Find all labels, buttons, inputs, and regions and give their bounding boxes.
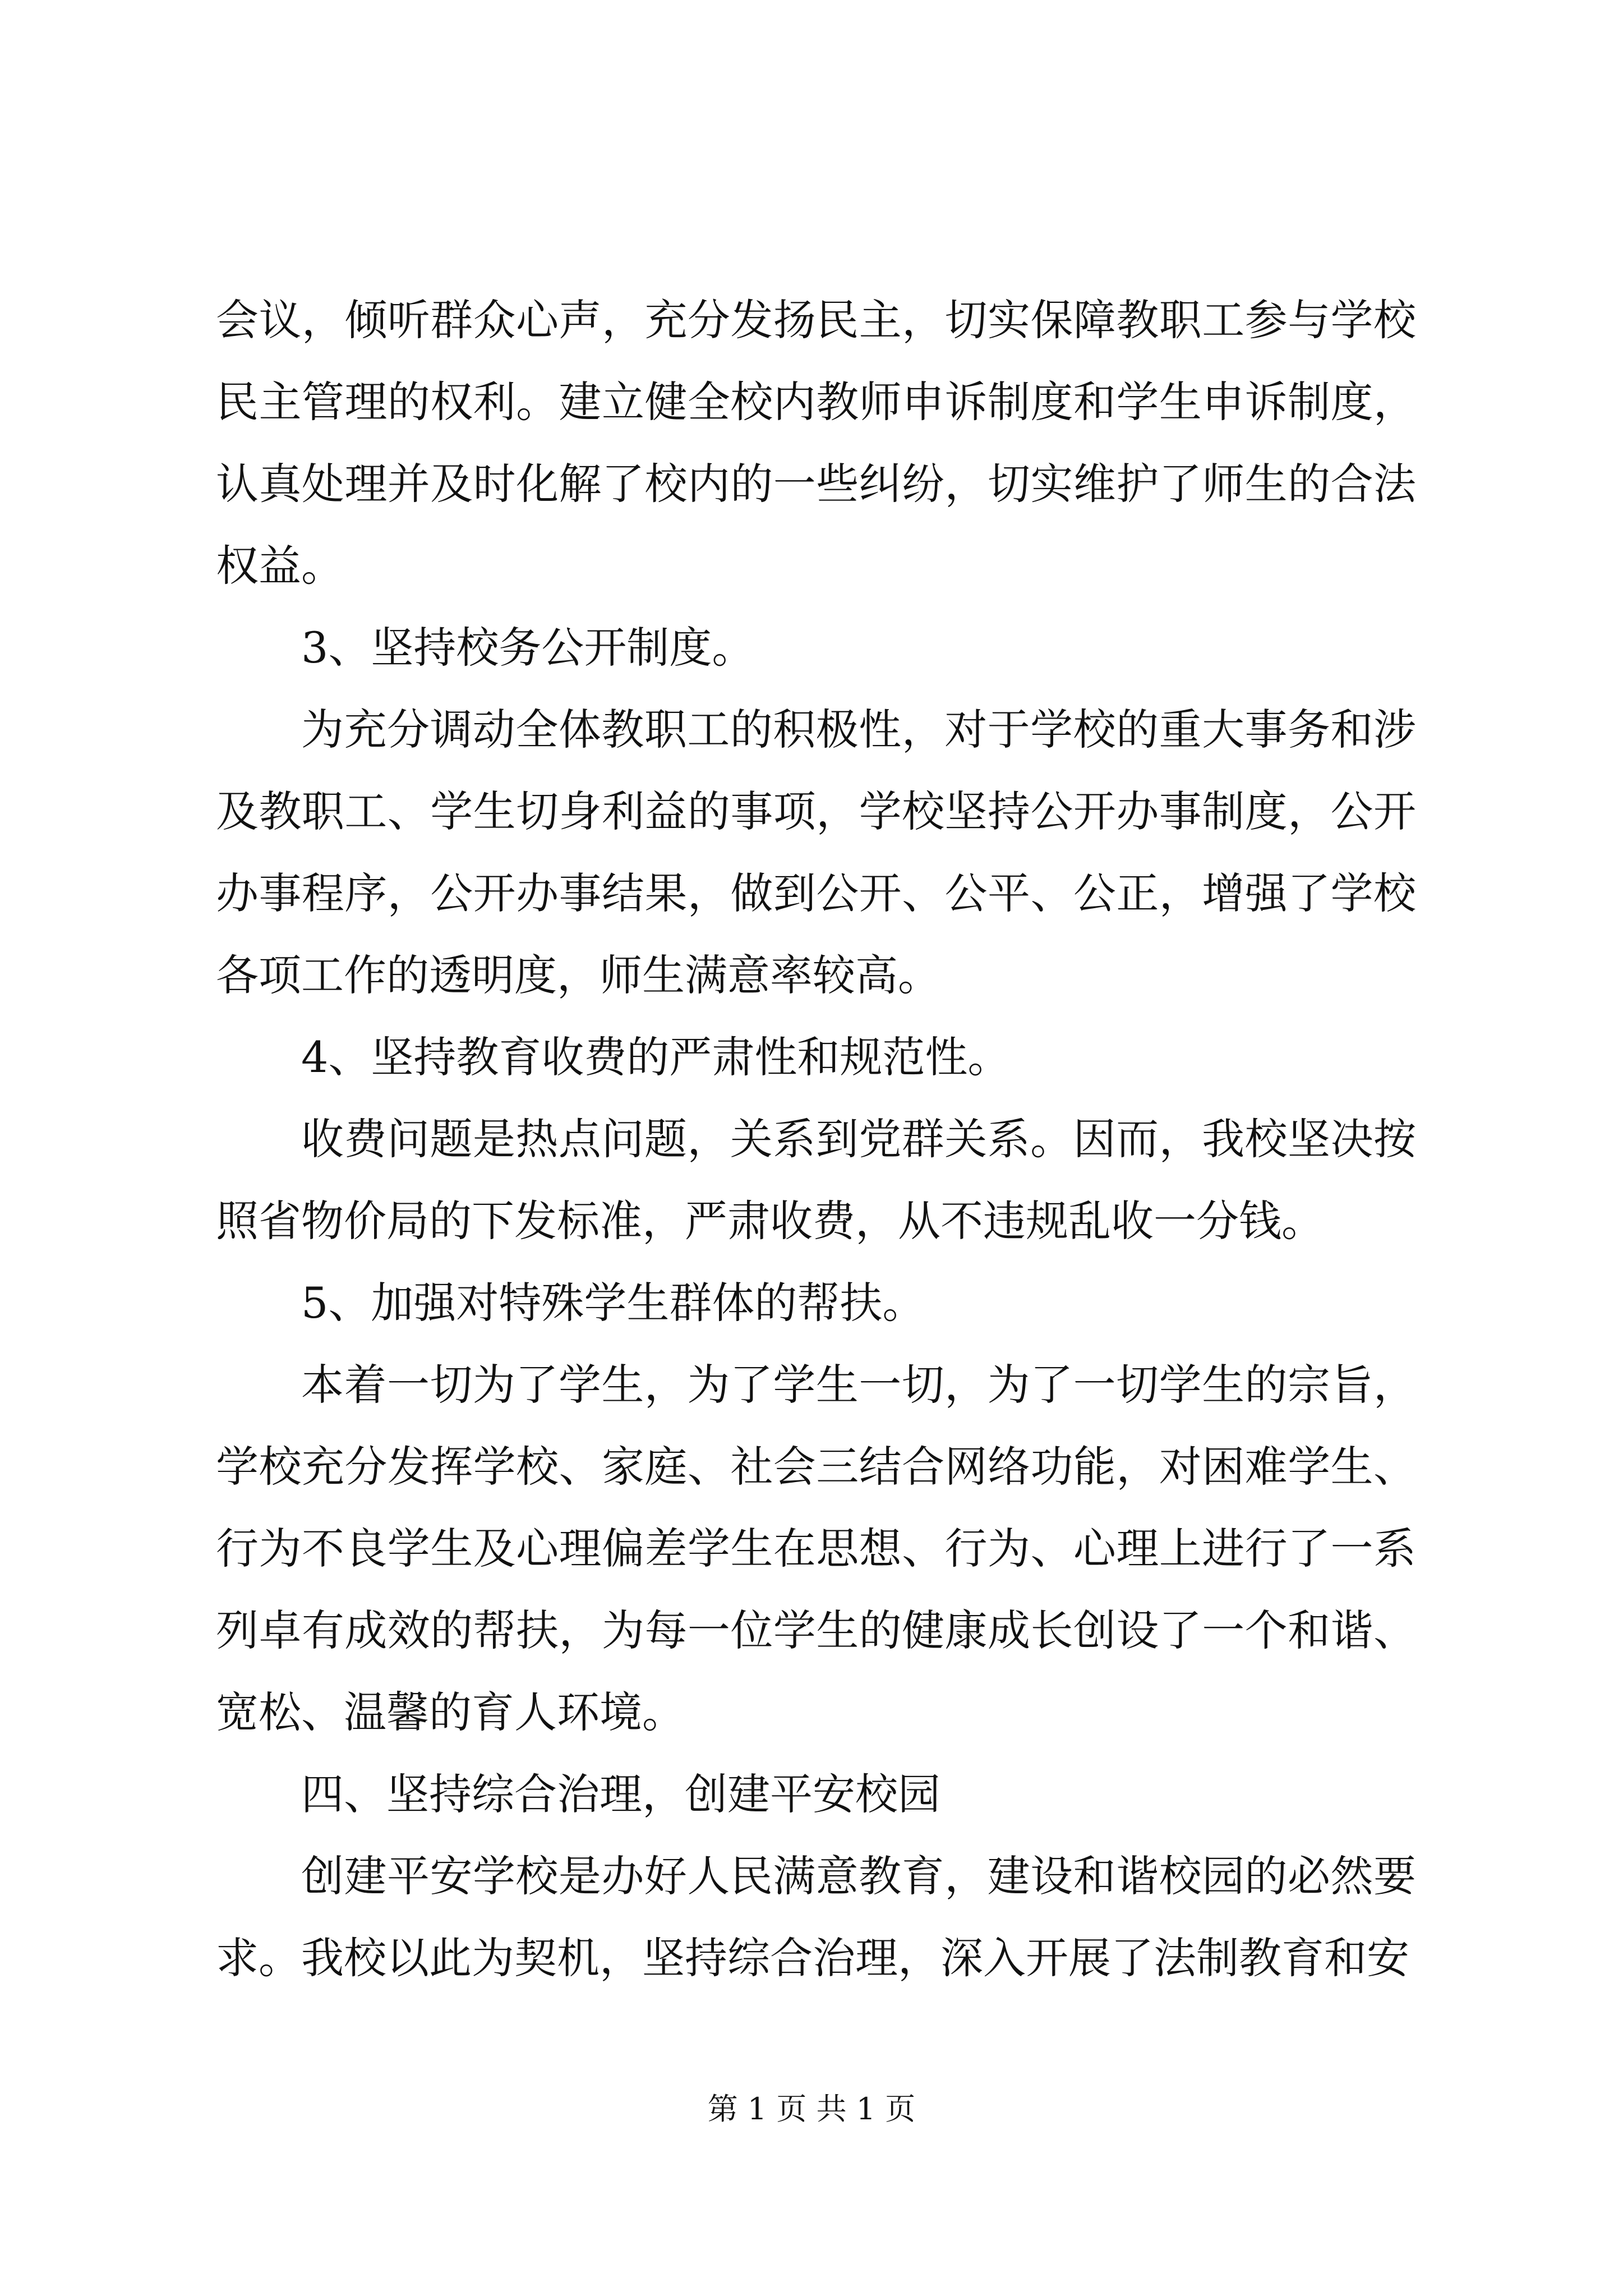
paragraph-3: 为充分调动全体教职工的积极性，对于学校的重大事务和涉及教职工、学生切身利益的事项，学校坚持公开办事制度，公开办事程序，公开办事结果，做到公开、公平、公正，增强了学校各项工作的透明度，师生满意率较高。 [216,705,1416,1000]
document-body [216,279,1416,1999]
paragraph-7: 本着一切为了学生，为了学生一切，为了一切学生的宗旨，学校充分发挥学校、家庭、社会三结合网络功能，对困难学生、行为不良学生及心理偏差学生在思想、行为、心理上进行了一系列卓有成效的帮扶，为每一位学生的健康成长创设了一个和谐、宽松、温馨的育人环境。 [216,1360,1416,1737]
section-heading-4: 4、坚持教育收费的严肃性和规范性。 [301,1032,1011,1082]
chapter-heading-4: 四、坚持综合治理，创建平安校园 [301,1769,940,1819]
section-heading-5: 5、加强对特殊学生群体的帮扶。 [301,1278,925,1328]
page-number-footer: 第 1 页 共 1 页 [707,2091,916,2127]
paragraph-5: 收费问题是热点问题，关系到党群关系。因而，我校坚决按照省物价局的下发标准，严肃收费，从不违规乱收一分钱。 [216,1114,1416,1246]
section-heading-3: 3、坚持校务公开制度。 [301,623,755,673]
paragraph-9: 创建平安学校是办好人民满意教育，建设和谐校园的必然要求。我校以此为契机，坚持综合治理，深入开展了法制教育和安 [216,1851,1416,1983]
paragraph-1: 会议，倾听群众心声，充分发扬民主，切实保障教职工参与学校民主管理的权利。建立健全校内教师申诉制度和学生申诉制度，认真处理并及时化解了校内的一些纠纷，切实维护了师生的合法权益。 [216,295,1416,591]
